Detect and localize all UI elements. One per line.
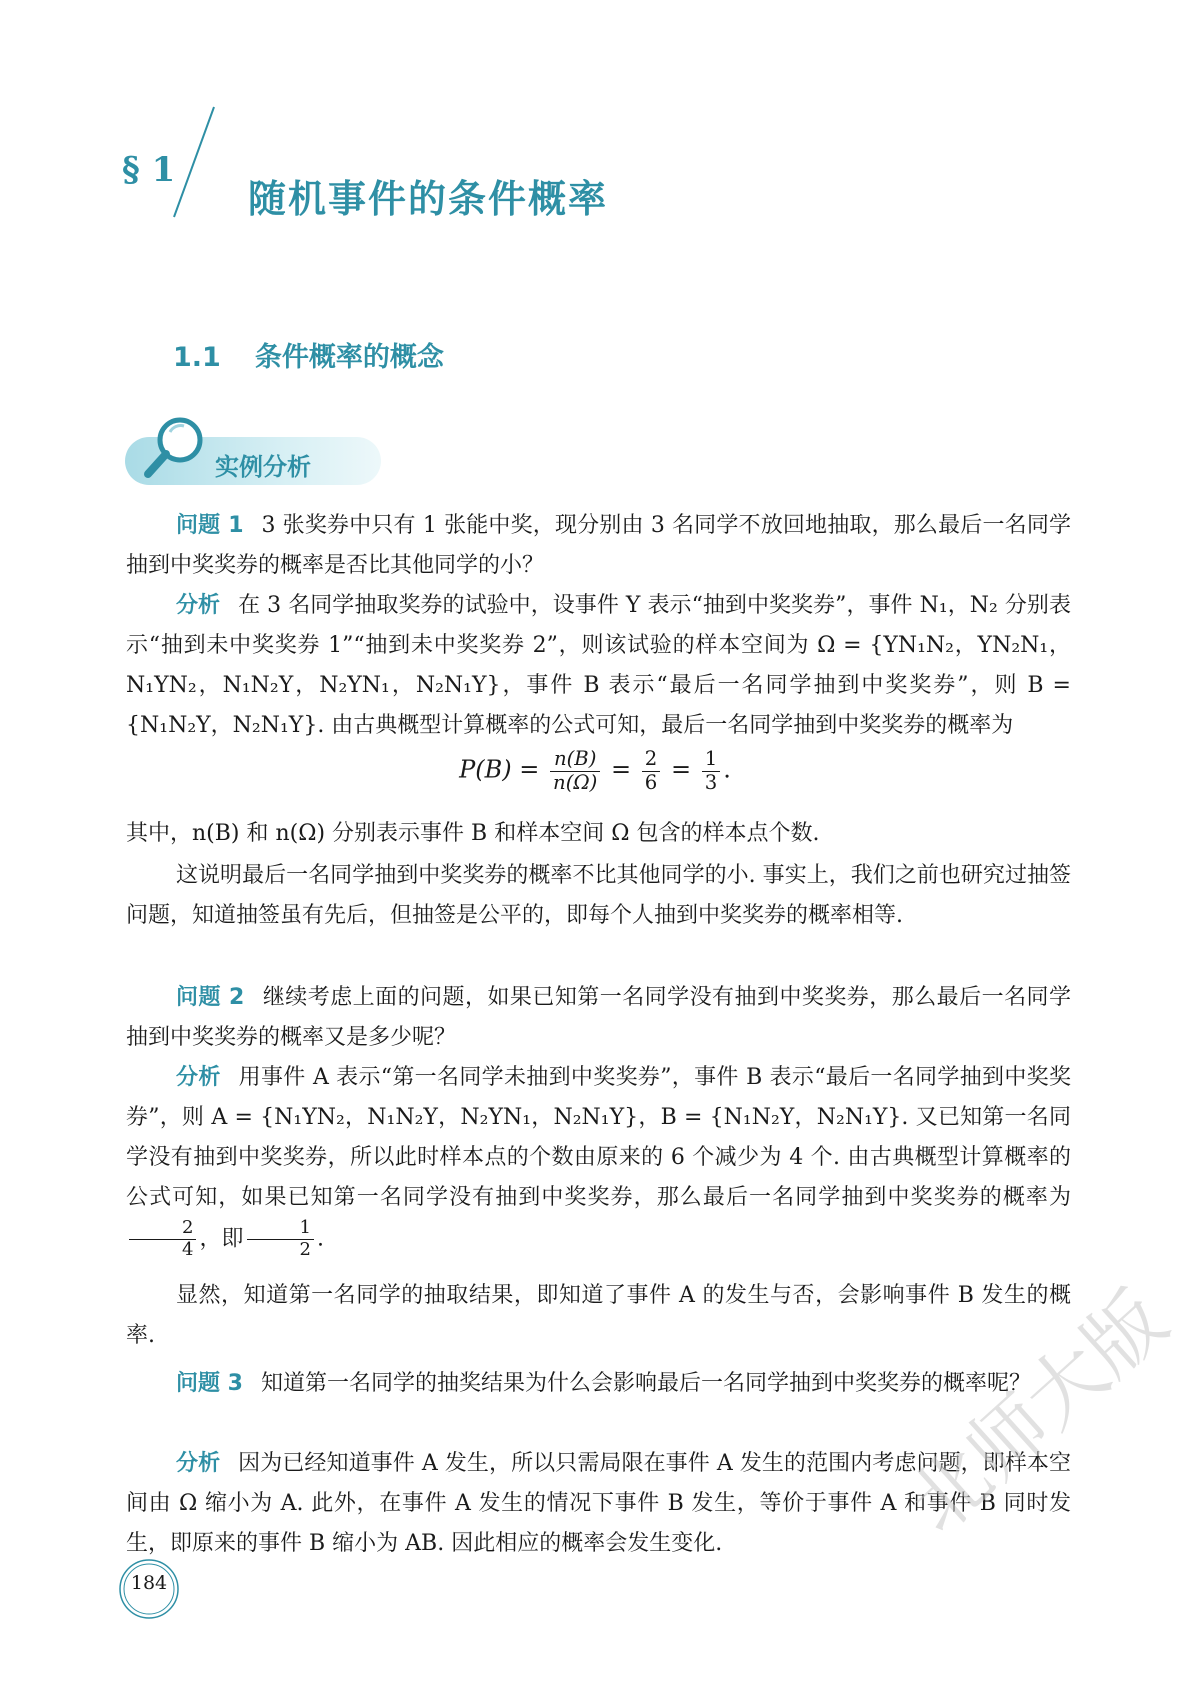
problem-2-analysis (126, 1058, 1071, 1261)
problem-1-conclusion: 这说明最后一名同学抽到中奖奖券的概率不比其他同学的小. 事实上，我们之前也研究过抽签问题，知道抽签虽有先后，但抽签是公平的，即每个人抽到中奖奖券的概率相等. (126, 863, 1071, 928)
fraction-numerator: n(B) (550, 748, 600, 772)
chapter-divider-slash (170, 105, 220, 220)
fraction-nB-over-nOmega (550, 748, 600, 794)
chapter-title: 随机事件的条件概率 (248, 177, 609, 221)
formula-period: . (723, 755, 731, 784)
fraction-2-over-6 (642, 748, 661, 794)
fraction-denominator: 6 (644, 770, 658, 794)
analysis-label: 分析 (176, 1451, 221, 1476)
page-number: 184 (130, 1572, 168, 1594)
section-number: 1.1 (173, 342, 221, 373)
fraction-numerator: 1 (247, 1218, 314, 1240)
problem-3-analysis-text: 因为已经知道事件 A 发生，所以只需局限在事件 A 发生的范围内考虑问题，即样本空间由 Ω 缩小为 A. 此外，在事件 A 发生的情况下事件 B 发生，等价于事件 A 和事件 B 同时发生，即原来的事件 B 缩小为 AB. 因此相应的概率会发生变化. (126, 1451, 1071, 1556)
fraction-denominator: 4 (182, 1238, 194, 1260)
analysis-label: 分析 (176, 593, 221, 618)
formula-lhs: P(B) = (459, 755, 540, 784)
problem-2-mid: ，即 (199, 1226, 244, 1252)
fraction-denominator: n(Ω) (553, 770, 598, 794)
problem-2-text: 继续考虑上面的问题，如果已知第一名同学没有抽到中奖奖券，那么最后一名同学抽到中奖奖券的概率又是多少呢？ (126, 985, 1071, 1050)
fraction-numerator: 1 (702, 748, 721, 772)
probability-formula (0, 748, 1190, 794)
problem-1-analysis (126, 586, 1071, 746)
problem-1-note: 其中，n(B) 和 n(Ω) 分别表示事件 B 和样本空间 Ω 包含的样本点个数. (126, 821, 820, 846)
analysis-label: 分析 (176, 1065, 221, 1090)
problem-1-text: 3 张奖券中只有 1 张能中奖，现分别由 3 名同学不放回地抽取，那么最后一名同学抽到中奖奖券的概率是否比其他同学的小？ (126, 513, 1071, 578)
equals-sign: = (611, 755, 632, 784)
publisher-watermark: 北师大版 (892, 1274, 1185, 1551)
problem-3-text: 知道第一名同学的抽奖结果为什么会影响最后一名同学抽到中奖奖券的概率呢？ (260, 1371, 1031, 1396)
problem-2-conclusion: 显然，知道第一名同学的抽取结果，即知道了事件 A 的发生与否，会影响事件 B 发生的概率. (126, 1283, 1071, 1348)
equals-sign: = (670, 755, 692, 784)
fraction-1-over-2 (247, 1218, 314, 1261)
fraction-1-over-3 (702, 748, 721, 794)
chapter-number: § 1 (122, 150, 176, 190)
problem-2-analysis-text: 用事件 A 表示“第一名同学未抽到中奖奖券”，事件 B 表示“最后一名同学抽到中奖奖券”，则 A = {N₁YN₂，N₁N₂Y，N₂YN₁，N₂N₁Y}，B = {N₁N₂Y，N₂N₁Y}. 又已知第一名同学没有抽到中奖奖券，所以此时样本点的个数由原来的 6 个减少为 4 个. 由古典概型计算概率的公式可知，如果已知第一名同学没有抽到中奖奖券，那么最后一名同学抽到中奖奖券的概率为 (126, 1065, 1071, 1210)
section-title: 条件概率的概念 (254, 342, 444, 373)
problem-3-label: 问题 3 (176, 1371, 243, 1396)
fraction-denominator: 3 (704, 770, 718, 794)
problem-2-label: 问题 2 (176, 985, 245, 1010)
fraction-numerator: 2 (129, 1218, 196, 1240)
problem-1 (126, 506, 1071, 586)
problem-1-analysis-text: 在 3 名同学抽取奖券的试验中，设事件 Y 表示“抽到中奖奖券”，事件 N₁，N₂ 分别表示“抽到未中奖奖券 1”“抽到未中奖奖券 2”，则该试验的样本空间为 Ω = {YN₁N₂，YN₂N₁，N₁YN₂，N₁N₂Y，N₂YN₁，N₂N₁Y}，事件 B 表示“最后一名同学抽到中奖奖券”，则 B = {N₁N₂Y，N₂N₁Y}. 由古典概型计算概率的公式可知，最后一名同学抽到中奖奖券的概率为 (126, 593, 1071, 738)
section-heading (173, 335, 444, 374)
fraction-numerator: 2 (642, 748, 661, 772)
fraction-2-over-4 (129, 1218, 196, 1261)
problem-2-end: . (316, 1226, 324, 1252)
problem-3 (126, 1364, 1071, 1404)
example-badge-label: 实例分析 (215, 453, 311, 481)
fraction-denominator: 2 (299, 1238, 311, 1260)
problem-1-label: 问题 1 (176, 513, 244, 538)
problem-2 (126, 978, 1071, 1058)
magnifier-icon (140, 412, 212, 484)
